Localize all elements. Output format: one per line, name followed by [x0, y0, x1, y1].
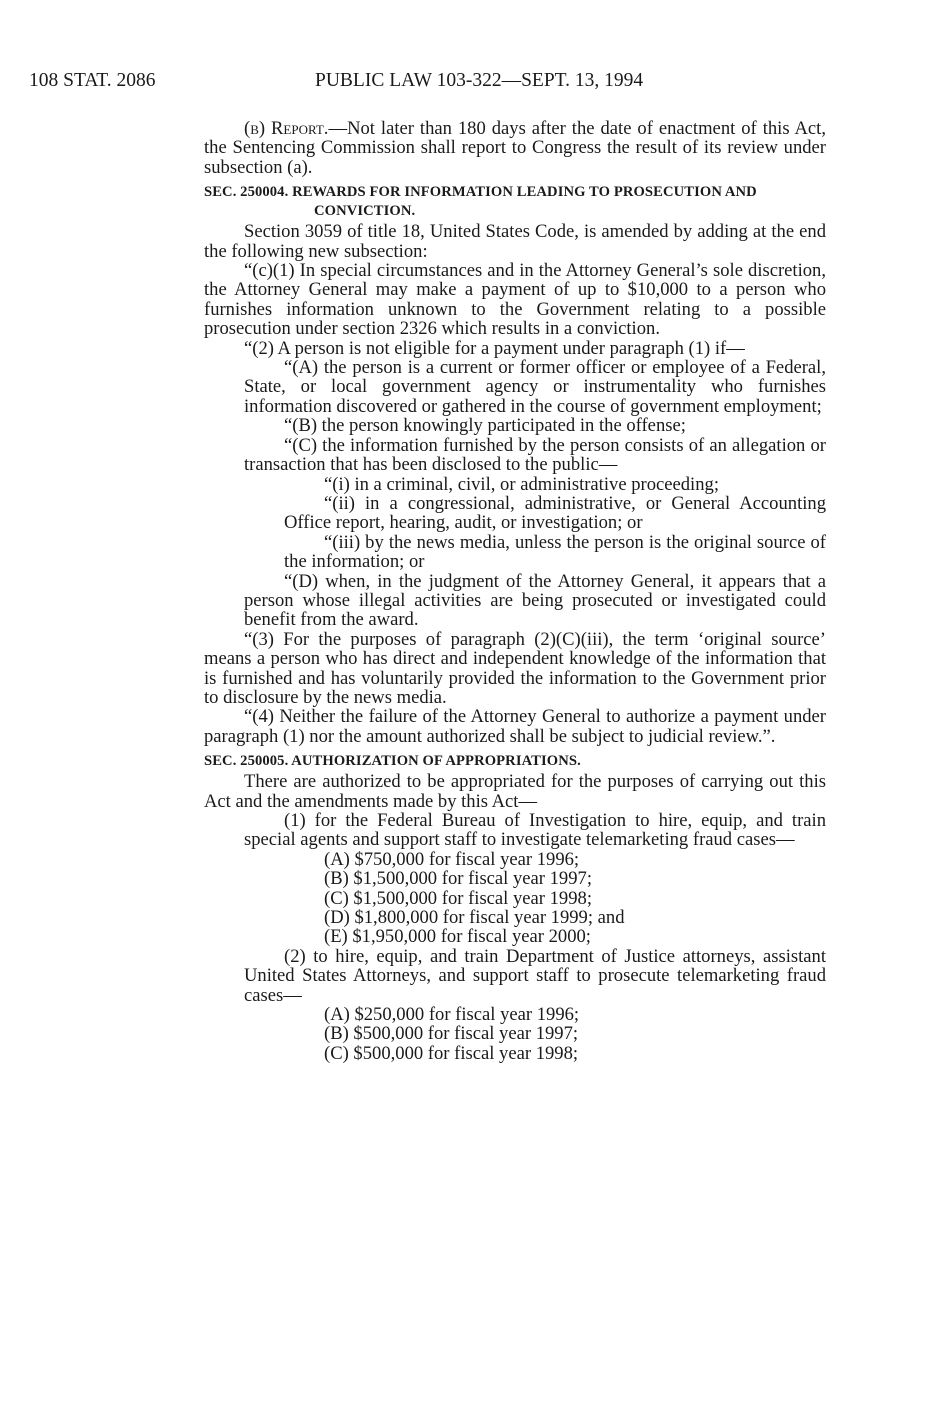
running-header: PUBLIC LAW 103-322—SEPT. 13, 1994: [315, 70, 644, 91]
subparagraph-2C: “(C) the information furnished by the person consists of an allegation or transaction that has been disclosed to the public—: [244, 434, 826, 476]
sec-250004-intro: Section 3059 of title 18, United States Code, is amended by adding at the end the following new subsection:: [204, 221, 826, 262]
clause-2Ciii: “(iii) by the news media, unless the person is the original source of the information; or: [284, 531, 826, 573]
amount-line: (C) $500,000 for fiscal year 1998;: [324, 1042, 579, 1064]
amount-line: (A) $250,000 for fiscal year 1996;: [324, 1004, 580, 1026]
amount-line: (A) $750,000 for fiscal year 1996;: [324, 848, 580, 870]
paragraph-c1: “(c)(1) In special circumstances and in the Attorney General’s sole discretion, the Attorney General may make a payment of up to $10,000 to a person who furnishes information unknown to the Government relating to a possible prosecution under section 2326 which results in a conviction.: [204, 260, 826, 340]
amount-line: (E) $1,950,000 for fiscal year 2000;: [324, 926, 591, 948]
section-heading-250004: SEC. 250004. REWARDS FOR INFORMATION LEADING TO PROSECUTION AND CONVICTION.: [204, 184, 757, 220]
subparagraph-2A: “(A) the person is a current or former officer or employee of a Federal, State, or local government agency or instrumentality who furnishes information discovered or gathered in the course of government employment;: [244, 357, 826, 417]
report-paragraph: [204, 119, 826, 177]
paragraph-4: “(4) Neither the failure of the Attorney General to authorize a payment under paragraph (1) nor the amount authorized shall be subject to judicial review.”.: [204, 706, 826, 747]
amount-line: (D) $1,800,000 for fiscal year 1999; and: [324, 907, 625, 929]
appropriation-item-1: (1) for the Federal Bureau of Investigation to hire, equip, and train special agents and support staff to investigate telemarketing fraud cases—: [244, 810, 826, 851]
sec-250005-intro: There are authorized to be appropriated for the purposes of carrying out this Act and the amendments made by this Act—: [204, 771, 826, 812]
subparagraph-2D: “(D) when, in the judgment of the Attorney General, it appears that a person whose illegal activities are being prosecuted or investigated could benefit from the award.: [244, 570, 826, 631]
report-label: (b) Report.: [244, 118, 329, 139]
appropriation-item-2: (2) to hire, equip, and train Department of Justice attorneys, assistant United States Attorneys, and support staff to prosecute telemarketing fraud cases—: [244, 945, 826, 1006]
paragraph-3: “(3) For the purposes of paragraph (2)(C)(iii), the term ‘original source’ means a person who has direct and independent knowledge of the information that is furnished and has voluntarily provided the information to the Government prior to disclosure by the news media.: [204, 628, 826, 708]
report-text: —Not later than 180 days after the date of enactment of this Act, the Sentencing Commission shall report to Congress the result of its review under subsection (a).: [204, 118, 826, 178]
amount-line: (B) $1,500,000 for fiscal year 1997;: [324, 868, 592, 890]
section-heading-250005: SEC. 250005. AUTHORIZATION OF APPROPRIATIONS.: [204, 753, 581, 770]
clause-2Ci: “(i) in a criminal, civil, or administrative proceeding;: [324, 473, 719, 495]
amount-line: (B) $500,000 for fiscal year 1997;: [324, 1023, 579, 1045]
amount-line: (C) $1,500,000 for fiscal year 1998;: [324, 887, 592, 909]
page-reference: 108 STAT. 2086: [29, 70, 156, 91]
page-body: [204, 119, 826, 1063]
subparagraph-2B: “(B) the person knowingly participated in the offense;: [284, 415, 686, 437]
paragraph-2: “(2) A person is not eligible for a payment under paragraph (1) if—: [244, 337, 745, 359]
clause-2Cii: “(ii) in a congressional, administrative, or General Accounting Office report, hearing, audit, or investigation; or: [284, 492, 826, 534]
